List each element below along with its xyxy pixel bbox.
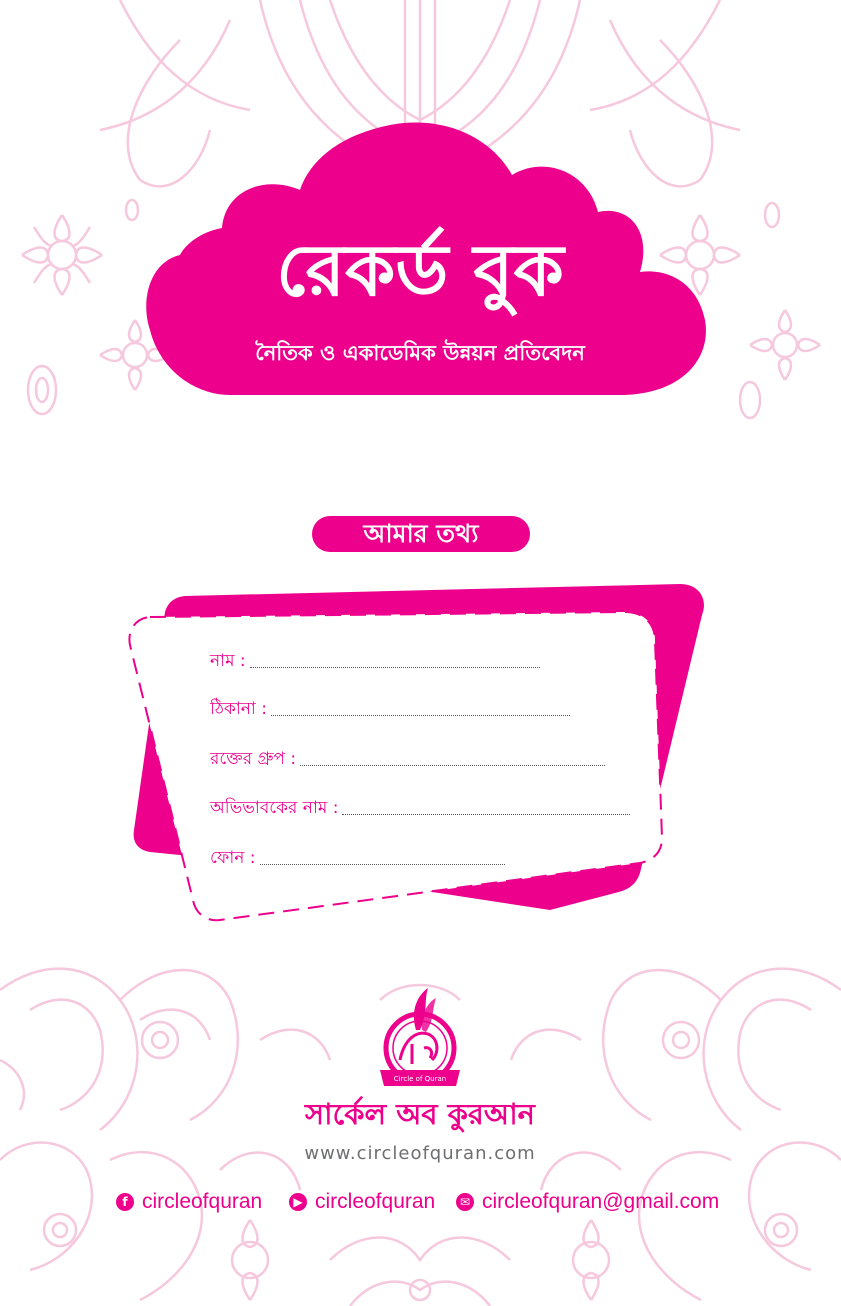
contact-email[interactable]	[456, 1188, 719, 1216]
brand-name: সার্কেল অব কুরআন	[305, 1097, 535, 1131]
form-label: অভিভাবকের নাম :	[210, 798, 339, 818]
contact-youtube[interactable]	[289, 1188, 435, 1216]
youtube-icon: ▶	[289, 1193, 307, 1211]
contact-facebook[interactable]	[116, 1188, 262, 1216]
contact-text: circleofquran	[315, 1190, 436, 1213]
email-icon: ✉	[456, 1193, 474, 1211]
form-label: নাম :	[210, 651, 246, 671]
contact-text: circleofquran@gmail.com	[482, 1190, 720, 1213]
page-subtitle: নৈতিক ও একাডেমিক উন্নয়ন প্রতিবেদন	[255, 341, 585, 365]
page-title: রেকর্ড বুক	[276, 228, 564, 312]
form-label: ঠিকানা :	[210, 699, 267, 719]
facebook-icon: f	[116, 1193, 134, 1211]
website-link[interactable]: www.circleofquran.com	[304, 1143, 536, 1164]
section-heading-my-info: আমার তথ্য	[312, 516, 530, 552]
form-label: রক্তের গ্রুপ :	[210, 749, 297, 769]
form-label: ফোন :	[210, 848, 256, 868]
logo-caption: Circle of Quran	[393, 1075, 447, 1083]
contact-text: circleofquran	[142, 1190, 263, 1213]
